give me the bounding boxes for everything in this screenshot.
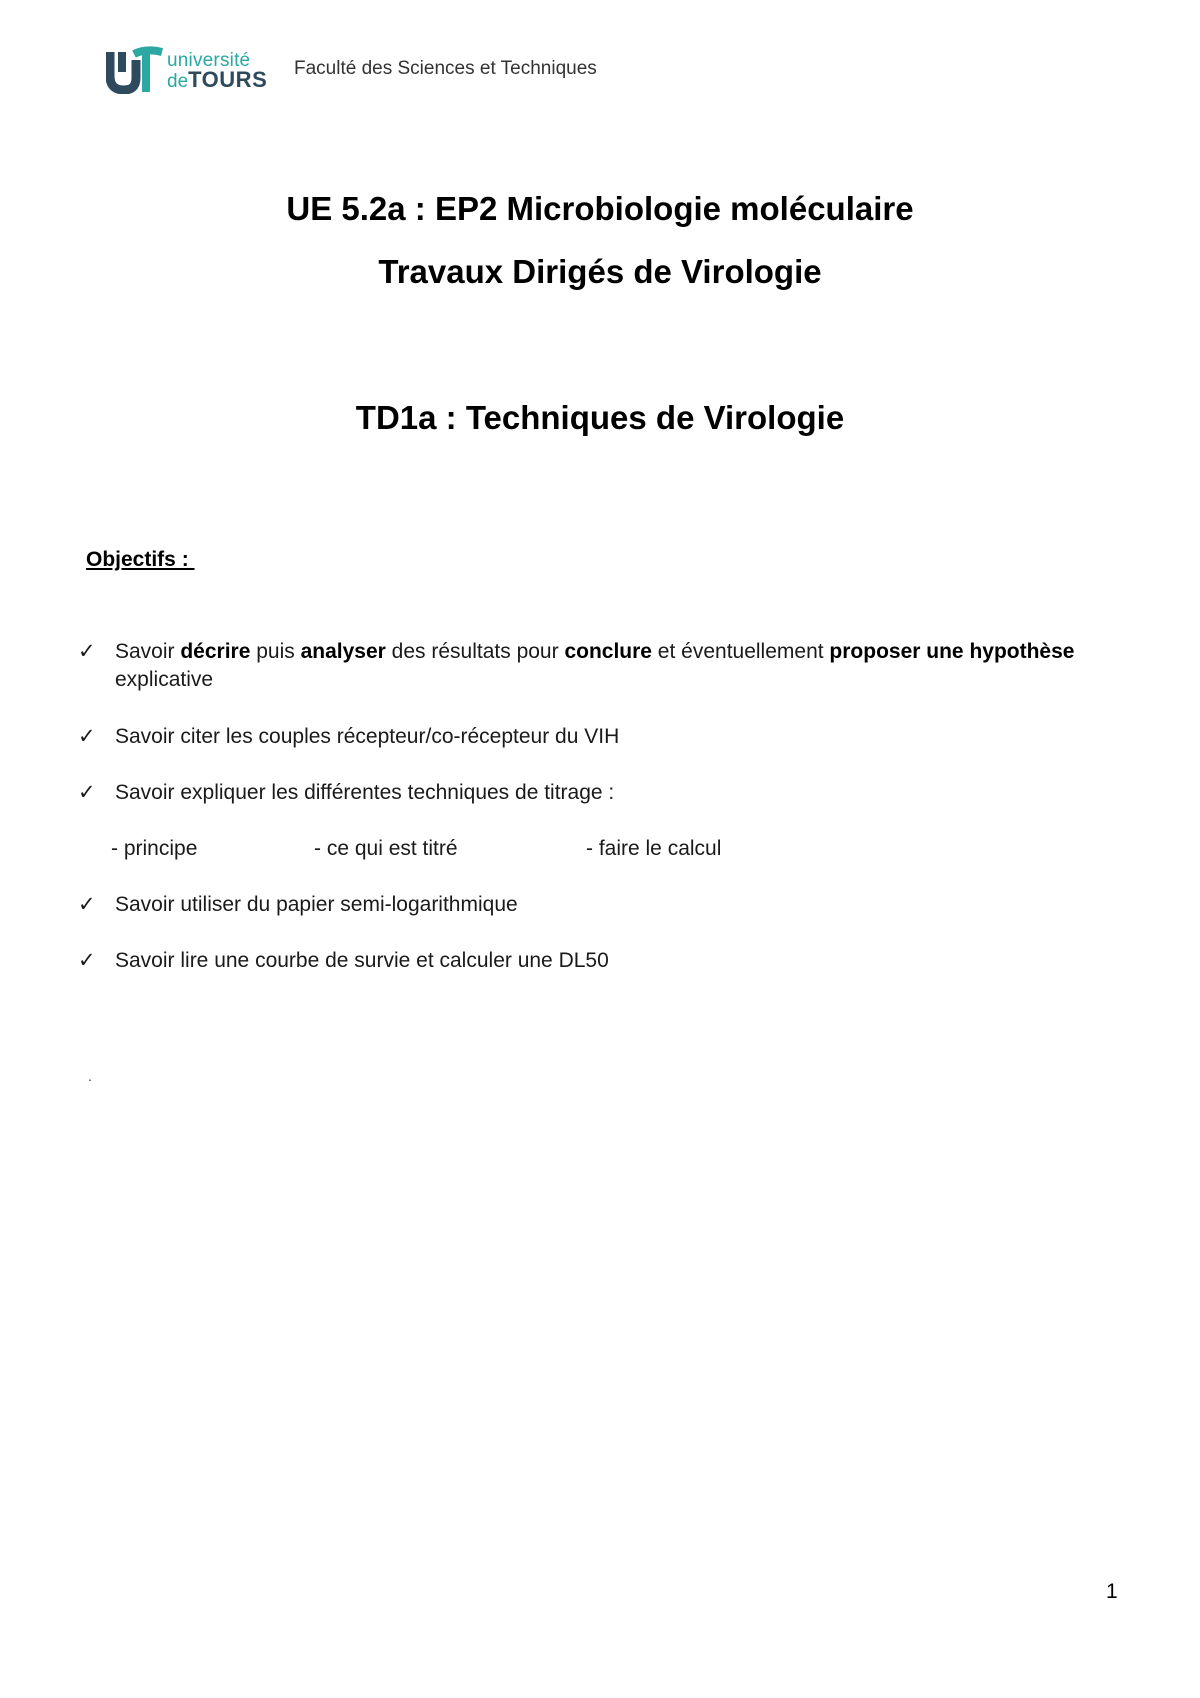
logo-de-tours [167, 69, 267, 91]
objective-text: Savoir utiliser du papier semi-logarithmique [115, 893, 518, 916]
text-run: explicative [115, 668, 214, 691]
course-subtitle: Travaux Dirigés de Virologie [378, 253, 822, 290]
check-mark-icon: ✓ [78, 781, 96, 804]
objective-item [78, 779, 1118, 807]
faculty-name: Faculté des Sciences et Techniques [294, 58, 597, 79]
text-run: puis [250, 640, 301, 663]
bold-run: analyser [300, 640, 386, 663]
university-logo [106, 40, 267, 100]
objective-text [115, 638, 1118, 694]
objective-text: Savoir lire une courbe de survie et calculer une DL50 [115, 949, 609, 972]
course-title: UE 5.2a : EP2 Microbiologie moléculaire [286, 190, 914, 227]
td-title: TD1a : Techniques de Virologie [355, 399, 845, 436]
ut-monogram-icon [106, 46, 164, 94]
objective-item [78, 891, 1118, 919]
titrage-subitem: - ce qui est titré [314, 837, 458, 860]
objective-item [78, 723, 1118, 751]
check-mark-icon: ✓ [78, 893, 96, 916]
bold-run: décrire [180, 640, 251, 663]
page-header [106, 40, 267, 100]
text-run: et éventuellement [651, 640, 830, 663]
bold-run: proposer une hypothèse [829, 640, 1075, 663]
logo-universite: université [167, 50, 251, 71]
check-mark-icon: ✓ [78, 725, 96, 748]
logo-tours: TOURS [188, 67, 268, 92]
objective-text: Savoir expliquer les différentes techniques de titrage : [115, 781, 615, 804]
text-run: des résultats pour [385, 640, 565, 663]
text-run: Savoir [115, 640, 181, 663]
check-mark-icon: ✓ [78, 949, 96, 972]
logo-wordmark [167, 51, 267, 91]
titrage-subitem: - faire le calcul [586, 837, 722, 860]
logo-de: de [167, 71, 189, 92]
objective-item [78, 638, 1118, 694]
page-number: 1 [1106, 1580, 1118, 1603]
objective-item [78, 947, 1118, 975]
objectifs-heading: Objectifs : [86, 548, 195, 571]
objective-text: Savoir citer les couples récepteur/co-récepteur du VIH [115, 725, 620, 748]
bold-run: conclure [564, 640, 652, 663]
stray-mark: . [88, 1068, 92, 1084]
check-mark-icon: ✓ [78, 640, 96, 663]
titrage-subitem: - principe [111, 837, 198, 860]
